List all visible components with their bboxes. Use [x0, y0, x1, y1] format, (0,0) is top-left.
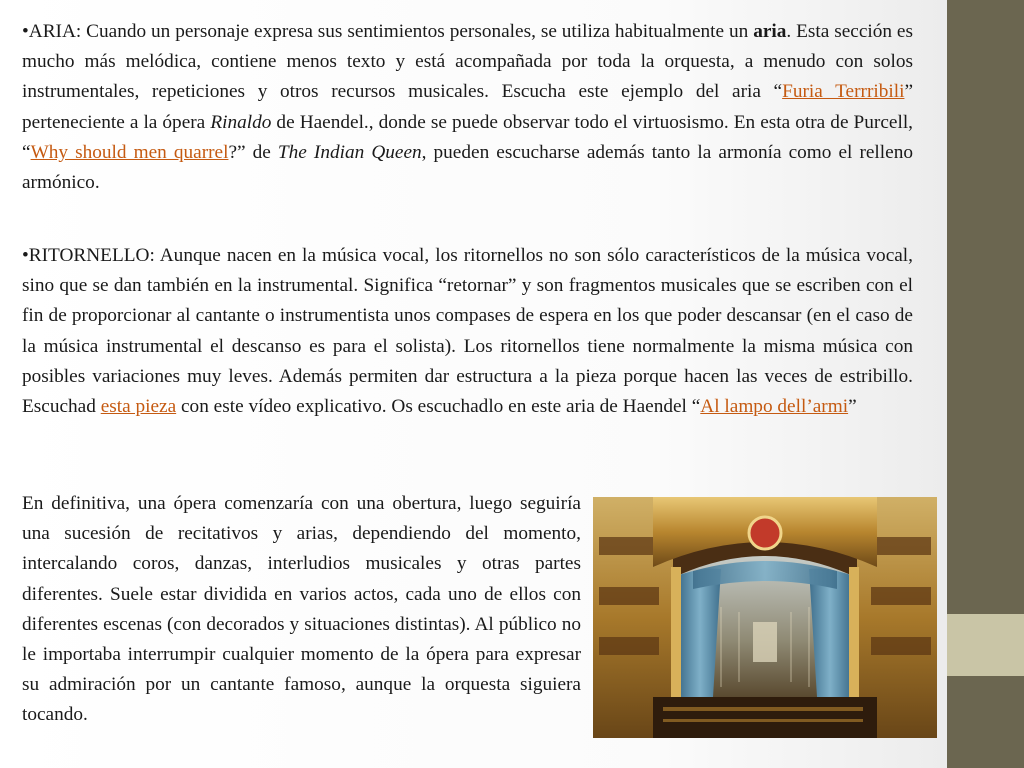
theater-illustration — [593, 497, 937, 738]
sidebar-bar-bottom — [947, 676, 1024, 768]
opera-title-indian-queen: The Indian Queen — [277, 141, 422, 163]
furia-terribili-link[interactable]: Furia Terrribili — [782, 81, 905, 103]
ritornello-text: ” — [848, 396, 857, 418]
conclusion-paragraph: En definitiva, una ópera comenzaría con una obertura, luego seguiría una sucesión de recitativos y arias, dependiendo del momento, intercalando coros, danzas, interludios musicales y otras partes diferentes. Suele estar dividida en varios actos, cada uno de ellos con diferentes escenas (con decorados y situaciones distintas). Al público no le importaba interrumpir cualquier momento de la ópera para expresar su admiración por un cantante famoso, aunque la orquesta siguiera tocando. — [22, 493, 581, 726]
sidebar-accent-band — [947, 614, 1024, 676]
opera-title-rinaldo: Rinaldo — [210, 111, 272, 133]
ritornello-text: RITORNELLO: Aunque nacen en la música vocal, los ritornellos no son sólo característicos de la música vocal, sino que se dan también en la instrumental. Significa “retornar” y son fragmentos musicales que se escriben con el fin de proporcionar al cantante o instrumentista unos compases de espera en los que poder descansar (en el caso de la música instrumental el descanso es para el solista). Los ritornellos tiene normalmente la misma música con posibles variaciones muy leves. Además permiten dar estructura a la pieza porque hacen las veces de estribillo. Escuchad — [22, 245, 913, 418]
why-should-men-quarrel-link[interactable]: Why should men quarrel — [30, 141, 229, 163]
aria-text: . Esta sección es mucho más melódica, contiene menos texto y está acompañada por toda la orquesta, a menudo con solos instrumentales, repeticiones y otros recursos musicales. Escucha este ejemplo del aria “ — [22, 21, 913, 103]
esta-pieza-link[interactable]: esta pieza — [100, 396, 177, 418]
aria-paragraph — [22, 17, 913, 198]
bullet: • — [22, 245, 29, 266]
ritornello-paragraph — [22, 241, 913, 422]
ritornello-text: con este vídeo explicativo. Os escuchadlo en este aria de Haendel “ — [176, 396, 701, 418]
al-lampo-dellarmi-link[interactable]: Al lampo dell’armi — [700, 396, 849, 418]
aria-bold-term: aria — [753, 21, 787, 42]
aria-text: de Haendel., donde se puede observar todo el virtuosismo. En esta otra de Purcell, “ — [22, 111, 913, 163]
baroque-theater-image — [593, 497, 937, 738]
aria-text: ARIA: Cuando un personaje expresa sus sentimientos personales, se utiliza habitualmente un — [28, 21, 754, 42]
bullet: • — [22, 21, 29, 42]
aria-text: ?” de — [228, 141, 278, 163]
aria-text: , pueden escucharse además tanto la armonía como el relleno armónico. — [22, 141, 913, 194]
aria-text: ” perteneciente a la ópera — [22, 81, 914, 133]
sidebar-bar-top — [947, 0, 1024, 614]
